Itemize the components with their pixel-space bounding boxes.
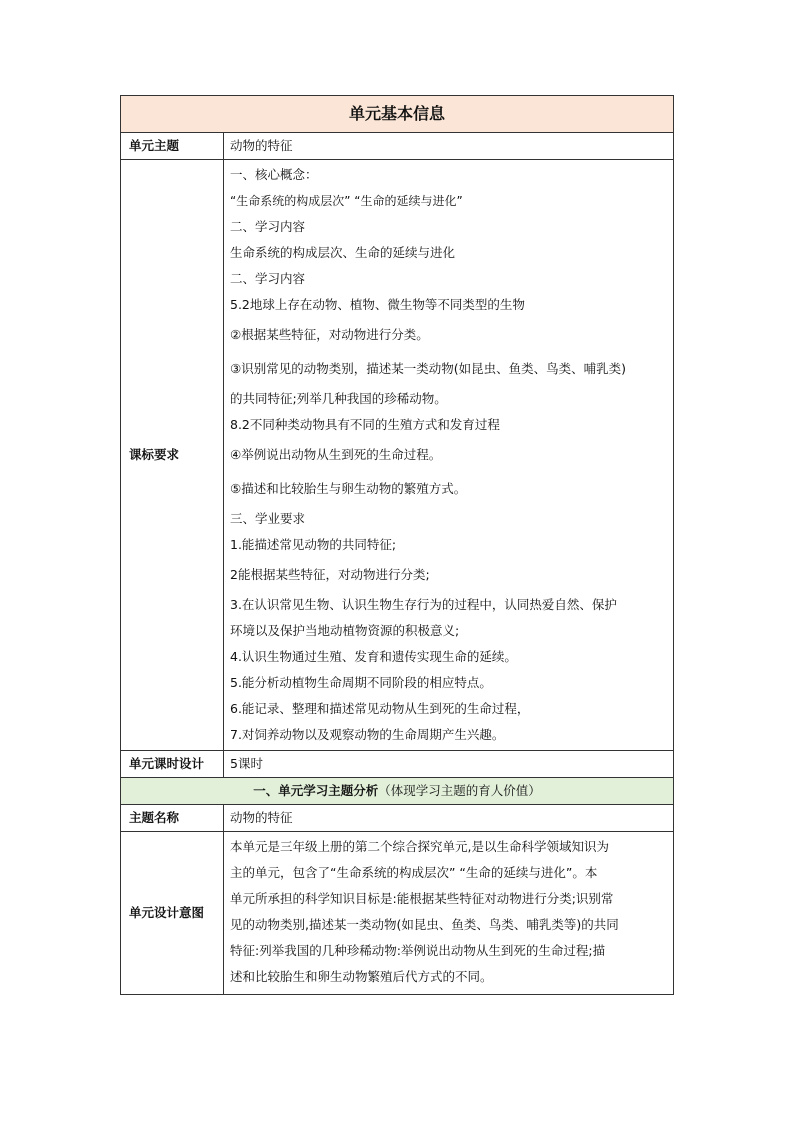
design-intent-line: 单元所承担的科学知识目标是:能根据某些特征对动物进行分类;识别常 [230,891,614,906]
section-heading [121,778,674,805]
curriculum-line: ②根据某些特征，对动物进行分类。 [230,327,429,342]
design-intent-line: 述和比较胎生和卵生动物繁殖后代方式的不同。 [230,969,493,984]
curriculum-line: ④举例说出动物从生到死的生命过程。 [230,447,442,462]
unit-info-table [120,95,674,995]
curriculum-line: 8.2不同种类动物具有不同的生殖方式和发育过程 [230,417,500,432]
curriculum-line: 7.对饲养动物以及观察动物的生命周期产生兴趣。 [230,727,505,742]
curriculum-line: 2能根据某些特征，对动物进行分类; [230,567,430,582]
section-heading-note: （体现学习主题的育人价值） [378,783,541,798]
unit-theme-label: 单元主题 [121,133,224,160]
curriculum-line: 二、学习内容 [230,271,306,286]
curriculum-line: 5.2地球上存在动物、植物、微生物等不同类型的生物 [230,297,525,312]
curriculum-line: 3.在认识常见生物、认识生物生存行为的过程中，认同热爱自然、保护 [230,597,617,612]
curriculum-line: ③识别常见的动物类别，描述某一类动物(如昆虫、鱼类、鸟类、哺乳类) [230,361,626,376]
curriculum-line: ⑤描述和比较胎生与卵生动物的繁殖方式。 [230,481,467,496]
curriculum-line: 6.能记录、整理和描述常见动物从生到死的生命过程， [230,701,530,716]
topic-name-value: 动物的特征 [224,805,674,832]
table-title: 单元基本信息 [121,96,674,133]
curriculum-line: “生命系统的构成层次” “生命的延续与进化” [230,194,463,208]
lesson-design-label: 单元课时设计 [121,751,224,778]
section-heading-bold: 一、单元学习主题分析 [253,783,379,798]
design-intent-label: 单元设计意图 [121,832,224,995]
curriculum-line: 4.认识生物通过生殖、发育和遗传实现生命的延续。 [230,649,517,664]
design-intent-line: 本单元是三年级上册的第二个综合探究单元,是以生命科学领域知识为 [230,839,609,854]
curriculum-line: 三、学业要求 [230,511,306,526]
lesson-design-value: 5课时 [224,751,674,778]
curriculum-line: 环境以及保护当地动植物资源的积极意义; [230,623,460,638]
curriculum-line: 1.能描述常见动物的共同特征; [230,537,397,552]
curriculum-content [224,160,674,751]
design-intent-line: 特征:列举我国的几种珍稀动物:举例说出动物从生到死的生命过程;描 [230,943,606,958]
topic-name-label: 主题名称 [121,805,224,832]
curriculum-label: 课标要求 [121,160,224,751]
curriculum-line: 生命系统的构成层次、生命的延续与进化 [230,245,456,260]
design-intent-content [224,832,674,995]
design-intent-line: 见的动物类别,描述某一类动物(如昆虫、鱼类、鸟类、哺乳类等)的共同 [230,917,619,932]
curriculum-line: 5.能分析动植物生命周期不同阶段的相应特点。 [230,675,492,690]
curriculum-line: 二、学习内容 [230,219,306,234]
curriculum-line: 一、核心概念： [230,167,318,182]
unit-theme-value: 动物的特征 [224,133,674,160]
curriculum-line: 的共同特征;列举几种我国的珍稀动物。 [230,391,447,406]
design-intent-line: 主的单元，包含了“生命系统的构成层次” “生命的延续与进化”。本 [230,865,598,880]
